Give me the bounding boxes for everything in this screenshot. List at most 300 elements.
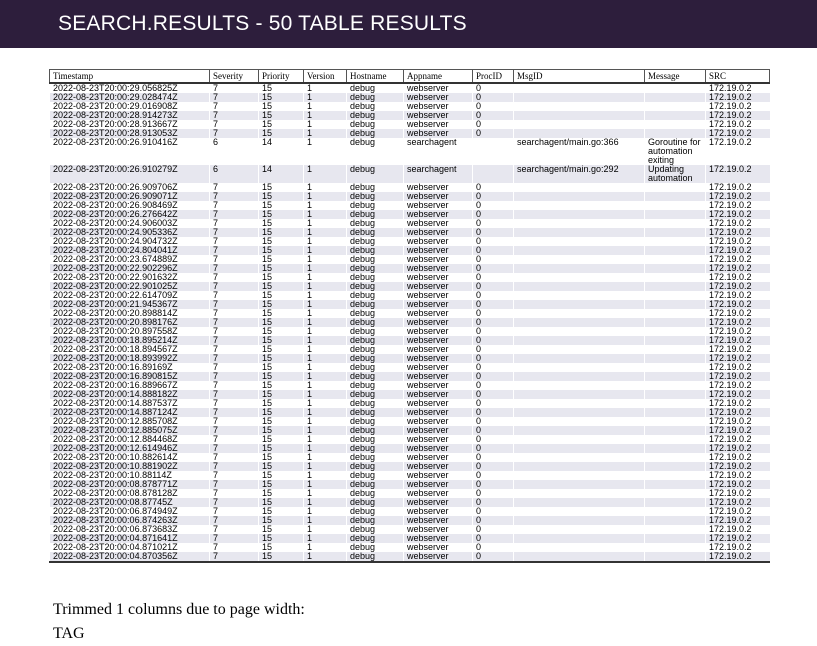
cell-procid: 0 [476,291,482,300]
table-row[interactable] [50,390,770,399]
cell-version: 1 [304,165,347,183]
cell-procid: 0 [473,210,514,219]
cell-timestamp: 2022-08-23T20:00:18.894567Z [53,345,178,354]
cell-appname: webserver [404,93,473,102]
cell-priority: 15 [262,183,273,192]
cell-timestamp: 2022-08-23T20:00:22.901025Z [50,282,210,291]
cell-procid: 0 [473,264,514,273]
cell-severity: 7 [213,543,219,552]
cell-procid: 0 [476,327,482,336]
cell-hostname: debug [350,435,376,444]
cell-priority: 15 [262,417,273,426]
cell-message [645,372,706,381]
cell-appname: webserver [407,309,449,318]
table-row[interactable] [50,552,770,562]
table-row[interactable] [50,129,770,138]
cell-appname: webserver [404,480,473,489]
cell-message [645,183,706,192]
cell-hostname: debug [347,372,404,381]
cell-timestamp: 2022-08-23T20:00:22.902296Z [50,264,210,273]
cell-appname: webserver [407,381,449,390]
cell-priority: 15 [259,354,304,363]
cell-appname: webserver [407,453,449,462]
cell-timestamp: 2022-08-23T20:00:28.913053Z [50,129,210,138]
cell-version: 1 [307,219,313,228]
cell-hostname: debug [347,93,404,102]
table-row[interactable] [50,228,770,237]
cell-severity: 7 [210,516,259,525]
cell-message [645,246,706,255]
cell-version: 1 [304,480,347,489]
cell-src: 172.19.0.2 [709,309,752,318]
cell-procid: 0 [473,372,514,381]
cell-appname: webserver [407,201,449,210]
cell-message [645,444,706,453]
cell-procid: 0 [473,228,514,237]
cell-procid: 0 [473,282,514,291]
table-row[interactable] [50,138,770,165]
cell-appname: webserver [404,336,473,345]
column-header-version[interactable]: Version [304,70,347,84]
cell-priority: 15 [262,471,273,480]
cell-msgid [514,444,645,453]
table-row[interactable] [50,246,770,255]
cell-message [645,435,706,444]
cell-message [645,309,706,318]
cell-version: 1 [307,237,313,246]
table-row[interactable] [50,417,770,426]
cell-procid: 0 [476,83,482,93]
page-title-bar [0,0,817,48]
cell-severity: 7 [213,102,219,111]
cell-msgid [514,318,645,327]
cell-src: 172.19.0.2 [706,111,770,120]
cell-timestamp: 2022-08-23T20:00:12.885075Z [50,426,210,435]
cell-appname: webserver [404,516,473,525]
table-row[interactable] [50,399,770,408]
cell-appname: webserver [404,300,473,309]
cell-src: 172.19.0.2 [709,471,752,480]
cell-priority: 15 [262,345,273,354]
cell-msgid [514,336,645,345]
cell-message [645,300,706,309]
cell-msgid [514,390,645,399]
cell-priority: 15 [262,219,273,228]
cell-msgid [514,345,645,354]
table-row[interactable] [50,183,770,192]
trimmed-columns-note [53,598,305,646]
cell-appname: webserver [404,498,473,507]
cell-procid: 0 [476,525,482,534]
table-row[interactable] [50,336,770,345]
cell-hostname: debug [347,228,404,237]
cell-timestamp: 2022-08-23T20:00:28.914273Z [50,111,210,120]
cell-priority: 15 [259,111,304,120]
cell-priority: 15 [262,507,273,516]
cell-hostname: debug [347,390,404,399]
cell-hostname: debug [347,192,404,201]
cell-src: 172.19.0.2 [709,399,752,408]
cell-message [645,102,706,111]
cell-appname: webserver [407,327,449,336]
cell-version: 1 [307,417,313,426]
table-row[interactable] [50,507,770,516]
cell-version: 1 [307,399,313,408]
cell-version: 1 [304,210,347,219]
cell-msgid: searchagent/main.go:292 [514,165,645,183]
table-row[interactable] [50,219,770,228]
table-row[interactable] [50,453,770,462]
cell-timestamp: 2022-08-23T20:00:16.889667Z [53,381,178,390]
cell-version: 1 [307,273,313,282]
cell-procid: 0 [476,237,482,246]
cell-hostname: debug [350,273,376,282]
table-row[interactable] [50,237,770,246]
cell-timestamp: 2022-08-23T20:00:26.910279Z [50,165,210,183]
cell-msgid [514,525,645,534]
cell-severity: 7 [213,345,219,354]
cell-severity: 7 [213,453,219,462]
table-row[interactable] [50,282,770,291]
cell-msgid [514,300,645,309]
cell-src: 172.19.0.2 [706,498,770,507]
cell-appname: webserver [407,237,449,246]
cell-hostname: debug [350,120,376,129]
table-row[interactable] [50,120,770,129]
cell-version: 1 [304,111,347,120]
cell-procid: 0 [476,453,482,462]
table-row[interactable] [50,543,770,552]
cell-msgid [514,273,645,282]
cell-procid: 0 [473,480,514,489]
column-header-message[interactable]: Message [645,70,706,84]
cell-severity: 7 [213,381,219,390]
cell-timestamp: 2022-08-23T20:00:18.895214Z [50,336,210,345]
cell-msgid [514,498,645,507]
cell-procid: 0 [476,381,482,390]
cell-message [645,534,706,543]
cell-hostname: debug [350,363,376,372]
cell-procid: 0 [476,363,482,372]
cell-hostname: debug [350,138,376,147]
table-row[interactable] [50,462,770,471]
table-row[interactable] [50,381,770,390]
cell-priority: 15 [259,318,304,327]
cell-severity: 7 [213,83,219,93]
cell-msgid [514,471,645,480]
cell-version: 1 [304,354,347,363]
table-row[interactable] [50,111,770,120]
cell-version: 1 [307,435,313,444]
cell-message [645,129,706,138]
cell-version: 1 [307,183,313,192]
cell-procid: 0 [473,318,514,327]
cell-src: 172.19.0.2 [706,318,770,327]
cell-procid: 0 [476,102,482,111]
table-row[interactable] [50,354,770,363]
cell-procid: 0 [476,273,482,282]
cell-src: 172.19.0.2 [706,192,770,201]
table-row[interactable] [50,372,770,381]
cell-message [645,390,706,399]
table-header-row [50,70,770,84]
table-row[interactable] [50,192,770,201]
cell-version: 1 [304,372,347,381]
cell-procid: 0 [473,534,514,543]
cell-severity: 7 [210,354,259,363]
cell-procid: 0 [476,507,482,516]
table-row[interactable] [50,309,770,318]
cell-appname: webserver [404,318,473,327]
cell-priority: 15 [259,552,304,562]
table-row[interactable] [50,408,770,417]
cell-hostname: debug [350,381,376,390]
cell-appname: webserver [407,507,449,516]
cell-appname: webserver [404,462,473,471]
cell-hostname: debug [350,327,376,336]
cell-message: Goroutine for automation exiting [648,138,701,165]
cell-msgid [514,372,645,381]
cell-msgid [514,219,645,228]
cell-procid: 0 [476,489,482,498]
cell-version: 1 [304,318,347,327]
cell-hostname: debug [350,345,376,354]
cell-message [645,228,706,237]
cell-hostname: debug [350,543,376,552]
cell-severity: 7 [213,219,219,228]
cell-priority: 15 [262,525,273,534]
table-row[interactable] [50,534,770,543]
cell-version: 1 [304,426,347,435]
results-table-container [49,69,769,563]
cell-appname: webserver [404,192,473,201]
cell-version: 1 [304,282,347,291]
cell-version: 1 [307,345,313,354]
cell-appname: webserver [407,489,449,498]
cell-severity: 7 [210,480,259,489]
column-header-priority[interactable]: Priority [259,70,304,84]
cell-msgid [514,120,645,129]
cell-appname: webserver [404,264,473,273]
table-row[interactable] [50,525,770,534]
cell-severity: 7 [210,300,259,309]
table-row[interactable] [50,426,770,435]
cell-severity: 7 [210,534,259,543]
cell-message [645,345,706,354]
cell-procid: 0 [476,120,482,129]
cell-msgid: searchagent/main.go:366 [517,138,619,147]
table-row[interactable] [50,345,770,354]
cell-priority: 15 [259,264,304,273]
cell-message [645,408,706,417]
cell-timestamp: 2022-08-23T20:00:14.887537Z [53,399,178,408]
table-row[interactable] [50,201,770,210]
cell-src: 172.19.0.2 [706,390,770,399]
cell-version: 1 [307,102,313,111]
cell-hostname: debug [347,480,404,489]
page-title: SEARCH.RESULTS - 50 TABLE RESULTS [58,12,467,35]
cell-hostname: debug [347,210,404,219]
column-header-src[interactable]: SRC [706,70,770,84]
cell-version: 1 [307,543,313,552]
cell-appname: webserver [407,273,449,282]
cell-severity: 7 [210,444,259,453]
cell-severity: 7 [210,246,259,255]
trimmed-column-name: TAG [53,625,85,642]
cell-msgid [514,111,645,120]
cell-message [645,381,706,390]
cell-procid: 0 [476,309,482,318]
column-header-appname[interactable]: Appname [404,70,473,84]
cell-appname: webserver [404,129,473,138]
cell-message [645,354,706,363]
table-row[interactable] [50,318,770,327]
cell-appname: webserver [407,417,449,426]
cell-timestamp: 2022-08-23T20:00:10.881902Z [50,462,210,471]
cell-hostname: debug [347,426,404,435]
cell-severity: 7 [210,210,259,219]
column-header-severity[interactable]: Severity [210,70,259,84]
cell-severity: 7 [213,309,219,318]
cell-timestamp: 2022-08-23T20:00:04.870356Z [50,552,210,562]
cell-procid: 0 [473,129,514,138]
table-row[interactable] [50,327,770,336]
cell-appname: webserver [404,534,473,543]
cell-severity: 7 [213,183,219,192]
cell-appname: webserver [407,435,449,444]
cell-src: 172.19.0.2 [706,480,770,489]
cell-severity: 7 [210,498,259,507]
cell-src: 172.19.0.2 [709,507,752,516]
cell-msgid [514,408,645,417]
cell-hostname: debug [347,444,404,453]
cell-version: 1 [304,246,347,255]
table-row[interactable] [50,273,770,282]
cell-appname: webserver [407,363,449,372]
cell-procid: 0 [473,111,514,120]
cell-src: 172.19.0.2 [709,138,752,147]
cell-priority: 15 [259,480,304,489]
cell-priority: 15 [262,489,273,498]
cell-severity: 7 [213,471,219,480]
cell-message: Updating automation [645,165,706,183]
cell-procid: 0 [473,552,514,562]
table-row[interactable] [50,516,770,525]
cell-hostname: debug [350,417,376,426]
cell-severity: 7 [210,372,259,381]
cell-priority: 15 [259,534,304,543]
cell-priority: 15 [262,273,273,282]
column-header-hostname[interactable]: Hostname [347,70,404,84]
cell-msgid [514,435,645,444]
table-row[interactable] [50,363,770,372]
cell-message [645,192,706,201]
cell-src: 172.19.0.2 [706,300,770,309]
cell-src: 172.19.0.2 [706,93,770,102]
cell-severity: 7 [213,417,219,426]
table-row[interactable] [50,444,770,453]
cell-src: 172.19.0.2 [709,201,752,210]
table-row[interactable] [50,489,770,498]
cell-version: 1 [307,83,313,93]
cell-src: 172.19.0.2 [706,444,770,453]
cell-procid: 0 [473,354,514,363]
cell-timestamp: 2022-08-23T20:00:23.674889Z [53,255,178,264]
cell-msgid [514,363,645,372]
cell-hostname: debug [347,300,404,309]
cell-message [645,336,706,345]
cell-priority: 15 [259,390,304,399]
cell-version: 1 [307,381,313,390]
cell-priority: 15 [259,444,304,453]
cell-msgid [514,507,645,516]
cell-timestamp: 2022-08-23T20:00:10.882614Z [53,453,178,462]
cell-message [645,363,706,372]
table-row[interactable] [50,435,770,444]
cell-version: 1 [304,390,347,399]
table-row[interactable] [50,83,770,93]
cell-version: 1 [304,192,347,201]
table-row[interactable] [50,264,770,273]
cell-timestamp: 2022-08-23T20:00:24.906003Z [53,219,178,228]
cell-timestamp: 2022-08-23T20:00:08.878771Z [50,480,210,489]
cell-msgid [514,102,645,111]
cell-severity: 7 [213,255,219,264]
cell-message [645,462,706,471]
column-header-procid[interactable]: ProcID [473,70,514,84]
cell-src: 172.19.0.2 [709,417,752,426]
column-header-timestamp[interactable]: Timestamp [50,70,210,84]
cell-priority: 15 [262,363,273,372]
table-row[interactable] [50,210,770,219]
cell-timestamp: 2022-08-23T20:00:21.945367Z [50,300,210,309]
table-row[interactable] [50,480,770,489]
cell-src: 172.19.0.2 [709,525,752,534]
table-row[interactable] [50,498,770,507]
cell-version: 1 [307,507,313,516]
table-row[interactable] [50,291,770,300]
table-row[interactable] [50,471,770,480]
table-row[interactable] [50,102,770,111]
cell-msgid [514,489,645,498]
cell-version: 1 [304,408,347,417]
cell-timestamp: 2022-08-23T20:00:06.873683Z [53,525,178,534]
cell-version: 1 [304,534,347,543]
table-row[interactable] [50,93,770,102]
table-row[interactable] [50,300,770,309]
cell-priority: 15 [262,327,273,336]
cell-procid: 0 [473,426,514,435]
cell-hostname: debug [350,489,376,498]
cell-src: 172.19.0.2 [706,426,770,435]
cell-severity: 7 [213,237,219,246]
cell-version: 1 [307,201,313,210]
cell-hostname: debug [350,219,376,228]
table-row[interactable] [50,165,770,183]
cell-src: 172.19.0.2 [706,210,770,219]
column-header-msgid[interactable]: MsgID [514,70,645,84]
cell-src: 172.19.0.2 [706,129,770,138]
cell-message [645,120,706,129]
cell-appname: webserver [407,120,449,129]
cell-version: 1 [307,120,313,129]
cell-procid [473,165,514,183]
cell-msgid [514,327,645,336]
cell-timestamp: 2022-08-23T20:00:12.614946Z [50,444,210,453]
cell-version: 1 [304,300,347,309]
cell-src: 172.19.0.2 [706,336,770,345]
table-row[interactable] [50,255,770,264]
